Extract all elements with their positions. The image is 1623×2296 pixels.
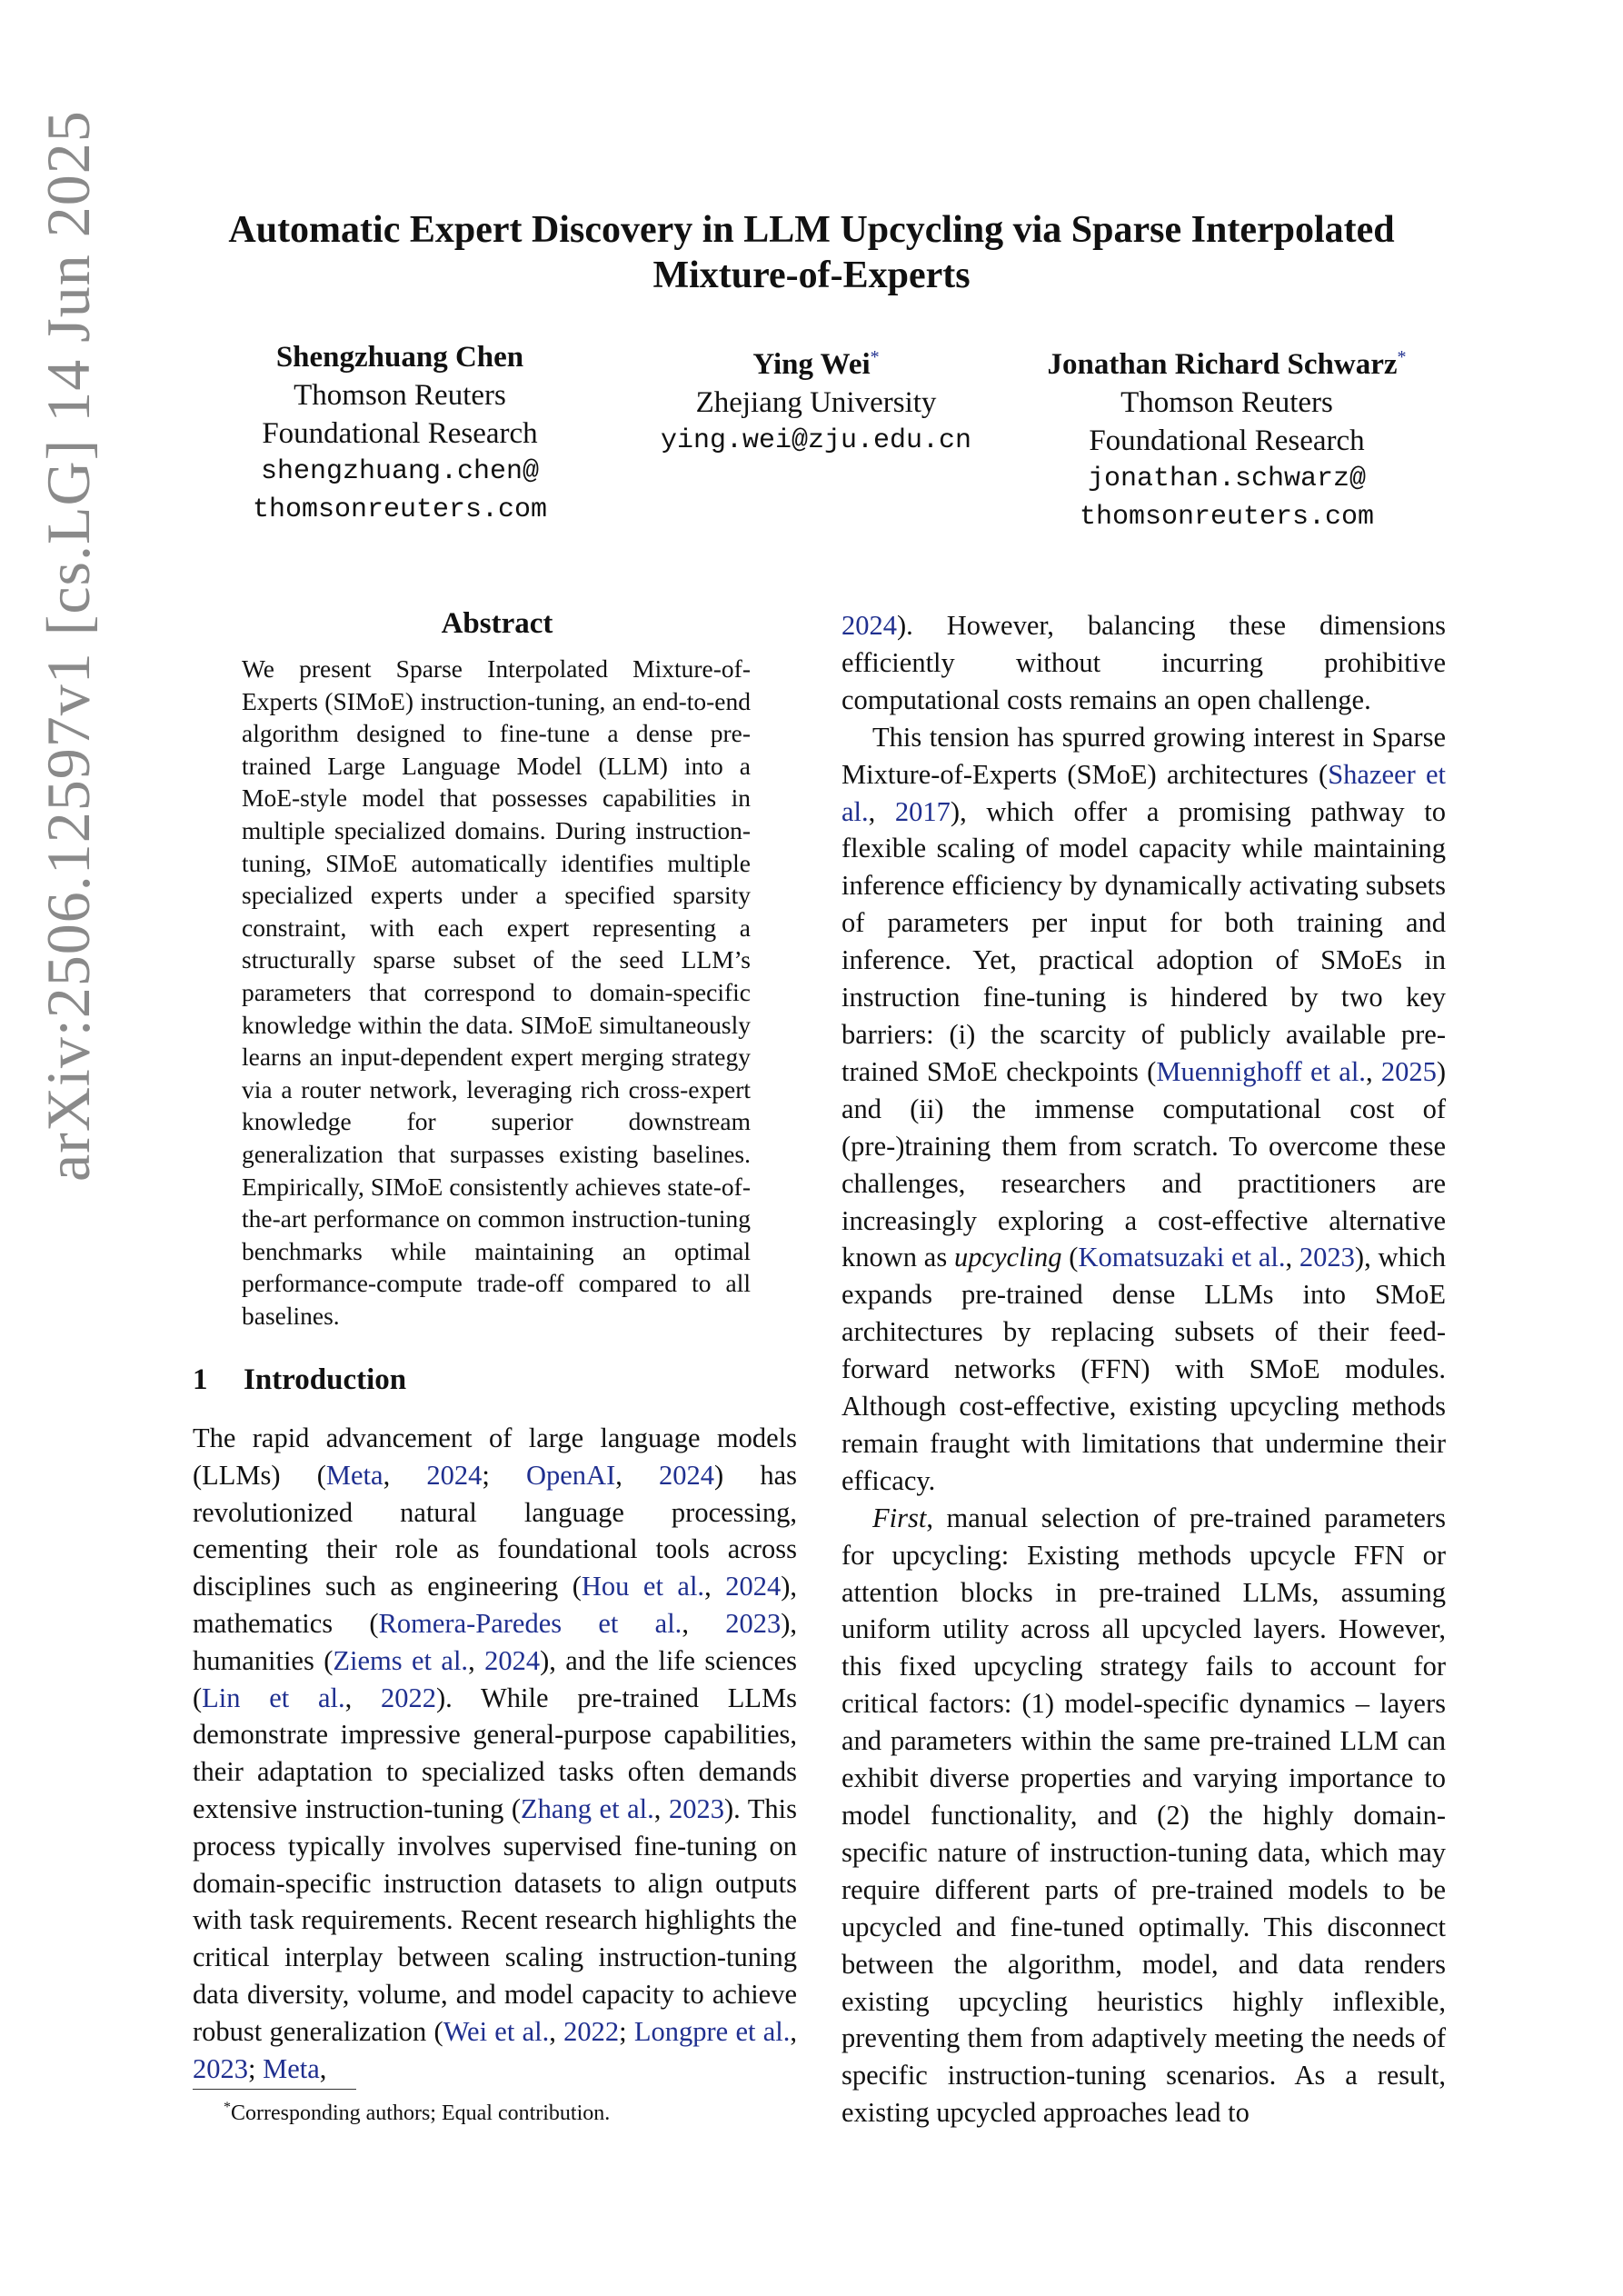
citation-link[interactable]: Longpre et al. bbox=[633, 2015, 791, 2047]
author-email[interactable]: thomsonreuters.com bbox=[1079, 502, 1375, 533]
footnote-marker: * bbox=[224, 2100, 231, 2115]
citation-link[interactable]: 2023 bbox=[193, 2052, 248, 2084]
intro-left-column bbox=[193, 1420, 797, 2087]
paragraph: 2024). However, balancing these dimensions efficiently without incurring prohibitive computational costs remains an open challenge. bbox=[841, 610, 1446, 715]
emphasis: First bbox=[872, 1502, 927, 1533]
paragraph: First, manual selection of pre-trained parameters for upcycling: Existing methods upcycle FFN or attention blocks in pre-trained LLMs, assuming uniform utility across all upcycled layers. However, this fixed upcycling strategy fails to account for critical factors: (1) model-specific dynamics – layers and parameters within the same pre-trained LLM can exhibit diverse properties and varying importance to model functionality, and (2) the highly domain-specific nature of instruction-tuning data, which may require different parts of pre-trained models to be upcycled and fine-tuned optimally. This disconnect between the algorithm, model, and data renders existing upcycling heuristics highly inflexible, preventing them from adaptively meeting the needs of specific instruction-tuning scenarios. As a result, existing upcycled approaches lead to bbox=[841, 1502, 1446, 2129]
citation-link[interactable]: 2017 bbox=[894, 795, 951, 827]
paragraph: The rapid advancement of large language models (LLMs) (Meta, 2024; OpenAI, 2024) has revolutionized natural language processing, cementing their role as foundational tools across disciplines such as engineering (Hou et al., 2024), mathematics (Romera-Paredes et al., 2023), humanities (Ziems et al., 2024), and the life sciences (Lin et al., 2022). While pre-trained LLMs demonstrate impressive general-purpose capabilities, their adaptation to specialized tasks often demands extensive instruction-tuning (Zhang et al., 2023). This process typically involves supervised fine-tuning on domain-specific instruction datasets to align outputs with task requirements. Recent research highlights the critical interplay between scaling instruction-tuning data diversity, volume, and model capacity to achieve robust generalization (Wei et al., 2022; Longpre et al., 2023; Meta, bbox=[193, 1423, 797, 2084]
footnote: *Corresponding authors; Equal contribution. bbox=[224, 2100, 611, 2125]
section-title: Introduction bbox=[244, 1363, 407, 1396]
citation-link[interactable]: 2023 bbox=[1299, 1242, 1355, 1273]
author-2 bbox=[652, 338, 980, 460]
paragraph: This tension has spurred growing interest in Sparse Mixture-of-Experts (SMoE) architectures (Shazeer et al., 2017), which offer a promising pathway to flexible scaling of model capacity while maintaining inference efficiency by dynamically activating subsets of parameters per input for both training and inference. Yet, practical adoption of SMoEs in instruction fine-tuning is hindered by two key barriers: (i) the scarcity of publicly available pre-trained SMoE checkpoints (Muennighoff et al., 2025) and (ii) the immense computational cost of (pre-)training them from scratch. To overcome these challenges, researchers and practitioners are increasingly exploring a cost-effective alternative known as upcycling (Komatsuzaki et al., 2023), which expands pre-trained dense LLMs into SMoE architectures by replacing subsets of their feed-forward networks (FFN) with SMoE modules. Although cost-effective, existing upcycling methods remain fraught with limitations that undermine their efficacy. bbox=[841, 721, 1447, 1496]
author-name: Jonathan Richard Schwarz* bbox=[1047, 347, 1407, 381]
citation-link[interactable]: OpenAI bbox=[525, 1459, 616, 1491]
citation-link[interactable]: 2024 bbox=[659, 1459, 715, 1491]
citation-link[interactable]: Komatsuzaki et al. bbox=[1078, 1242, 1286, 1273]
author-1 bbox=[227, 338, 573, 529]
author-affiliation: Zhejiang University bbox=[695, 386, 937, 419]
citation-link[interactable]: Wei et al. bbox=[443, 2015, 550, 2047]
corresponding-marker[interactable]: * bbox=[1397, 347, 1407, 367]
intro-right-column bbox=[841, 607, 1446, 2131]
author-affiliation: Thomson Reuters bbox=[294, 379, 506, 412]
author-affiliation: Foundational Research bbox=[262, 417, 538, 450]
author-affiliation: Foundational Research bbox=[1089, 424, 1365, 457]
citation-link[interactable]: 2022 bbox=[563, 2015, 620, 2047]
author-email[interactable]: jonathan.schwarz@ bbox=[1087, 464, 1367, 494]
citation-link[interactable]: 2025 bbox=[1380, 1055, 1437, 1087]
citation-link[interactable]: Hou et al. bbox=[581, 1571, 705, 1602]
corresponding-marker[interactable]: * bbox=[870, 347, 880, 367]
citation-link[interactable]: 2023 bbox=[668, 1792, 724, 1824]
citation-link[interactable]: Zhang et al. bbox=[521, 1792, 654, 1824]
citation-link[interactable]: 2024 bbox=[426, 1459, 483, 1491]
paper-title bbox=[182, 207, 1441, 298]
citation-link[interactable]: Ziems et al. bbox=[333, 1644, 469, 1676]
abstract-text: We present Sparse Interpolated Mixture-of-Experts (SIMoE) instruction-tuning, an end-to-end algorithm designed to fine-tune a dense pre-trained Large Language Model (LLM) into a MoE-style model that possesses capabilities in multiple specialized domains. During instruction-tuning, SIMoE automatically identifies multiple specialized experts under a specified sparsity constraint, with each expert representing a structurally sparse subset of the seed LLM’s parameters that correspond to domain-specific knowledge within the data. SIMoE simultaneously learns an input-dependent expert merging strategy via a router network, leveraging rich cross-expert knowledge for superior downstream generalization that surpasses existing baselines. Empirically, SIMoE consistently achieves state-of-the-art performance on common instruction-tuning benchmarks while maintaining an optimal performance-compute trade-off compared to all baselines. bbox=[242, 654, 751, 1330]
author-3 bbox=[1009, 338, 1445, 536]
citation-link[interactable]: Lin et al. bbox=[202, 1682, 345, 1713]
citation-link[interactable]: 2022 bbox=[381, 1682, 436, 1713]
citation-link[interactable]: 2024 bbox=[841, 610, 897, 641]
citation-link[interactable]: Muennighoff et al. bbox=[1156, 1055, 1366, 1087]
citation-link[interactable]: Shazeer et al. bbox=[841, 758, 1447, 827]
citation-link[interactable]: Meta bbox=[263, 2052, 320, 2084]
citation-link[interactable]: 2023 bbox=[725, 1607, 782, 1639]
arxiv-stamp: arXiv:2506.12597v1 [cs.LG] 14 Jun 2025 bbox=[34, 110, 103, 1182]
title-line-2: Mixture-of-Experts bbox=[652, 255, 971, 296]
author-email[interactable]: shengzhuang.chen@ bbox=[260, 456, 540, 487]
citation-link[interactable]: 2024 bbox=[725, 1571, 782, 1602]
citation-link[interactable]: Meta bbox=[325, 1459, 383, 1491]
footnote-rule bbox=[193, 2089, 356, 2090]
author-name: Shengzhuang Chen bbox=[275, 341, 524, 374]
author-name: Ying Wei* bbox=[752, 347, 880, 381]
author-affiliation: Thomson Reuters bbox=[1120, 386, 1333, 419]
citation-link[interactable]: 2024 bbox=[484, 1644, 541, 1676]
title-line-1: Automatic Expert Discovery in LLM Upcycling via Sparse Interpolated bbox=[228, 209, 1395, 251]
author-email[interactable]: thomsonreuters.com bbox=[252, 494, 548, 525]
section-heading-introduction bbox=[193, 1363, 406, 1397]
author-email[interactable]: ying.wei@zju.edu.cn bbox=[660, 425, 972, 456]
citation-link[interactable]: Romera-Paredes et al. bbox=[378, 1607, 682, 1639]
emphasis: upcycling bbox=[953, 1242, 1062, 1273]
abstract-heading: Abstract bbox=[441, 607, 553, 640]
section-number: 1 bbox=[193, 1363, 208, 1396]
